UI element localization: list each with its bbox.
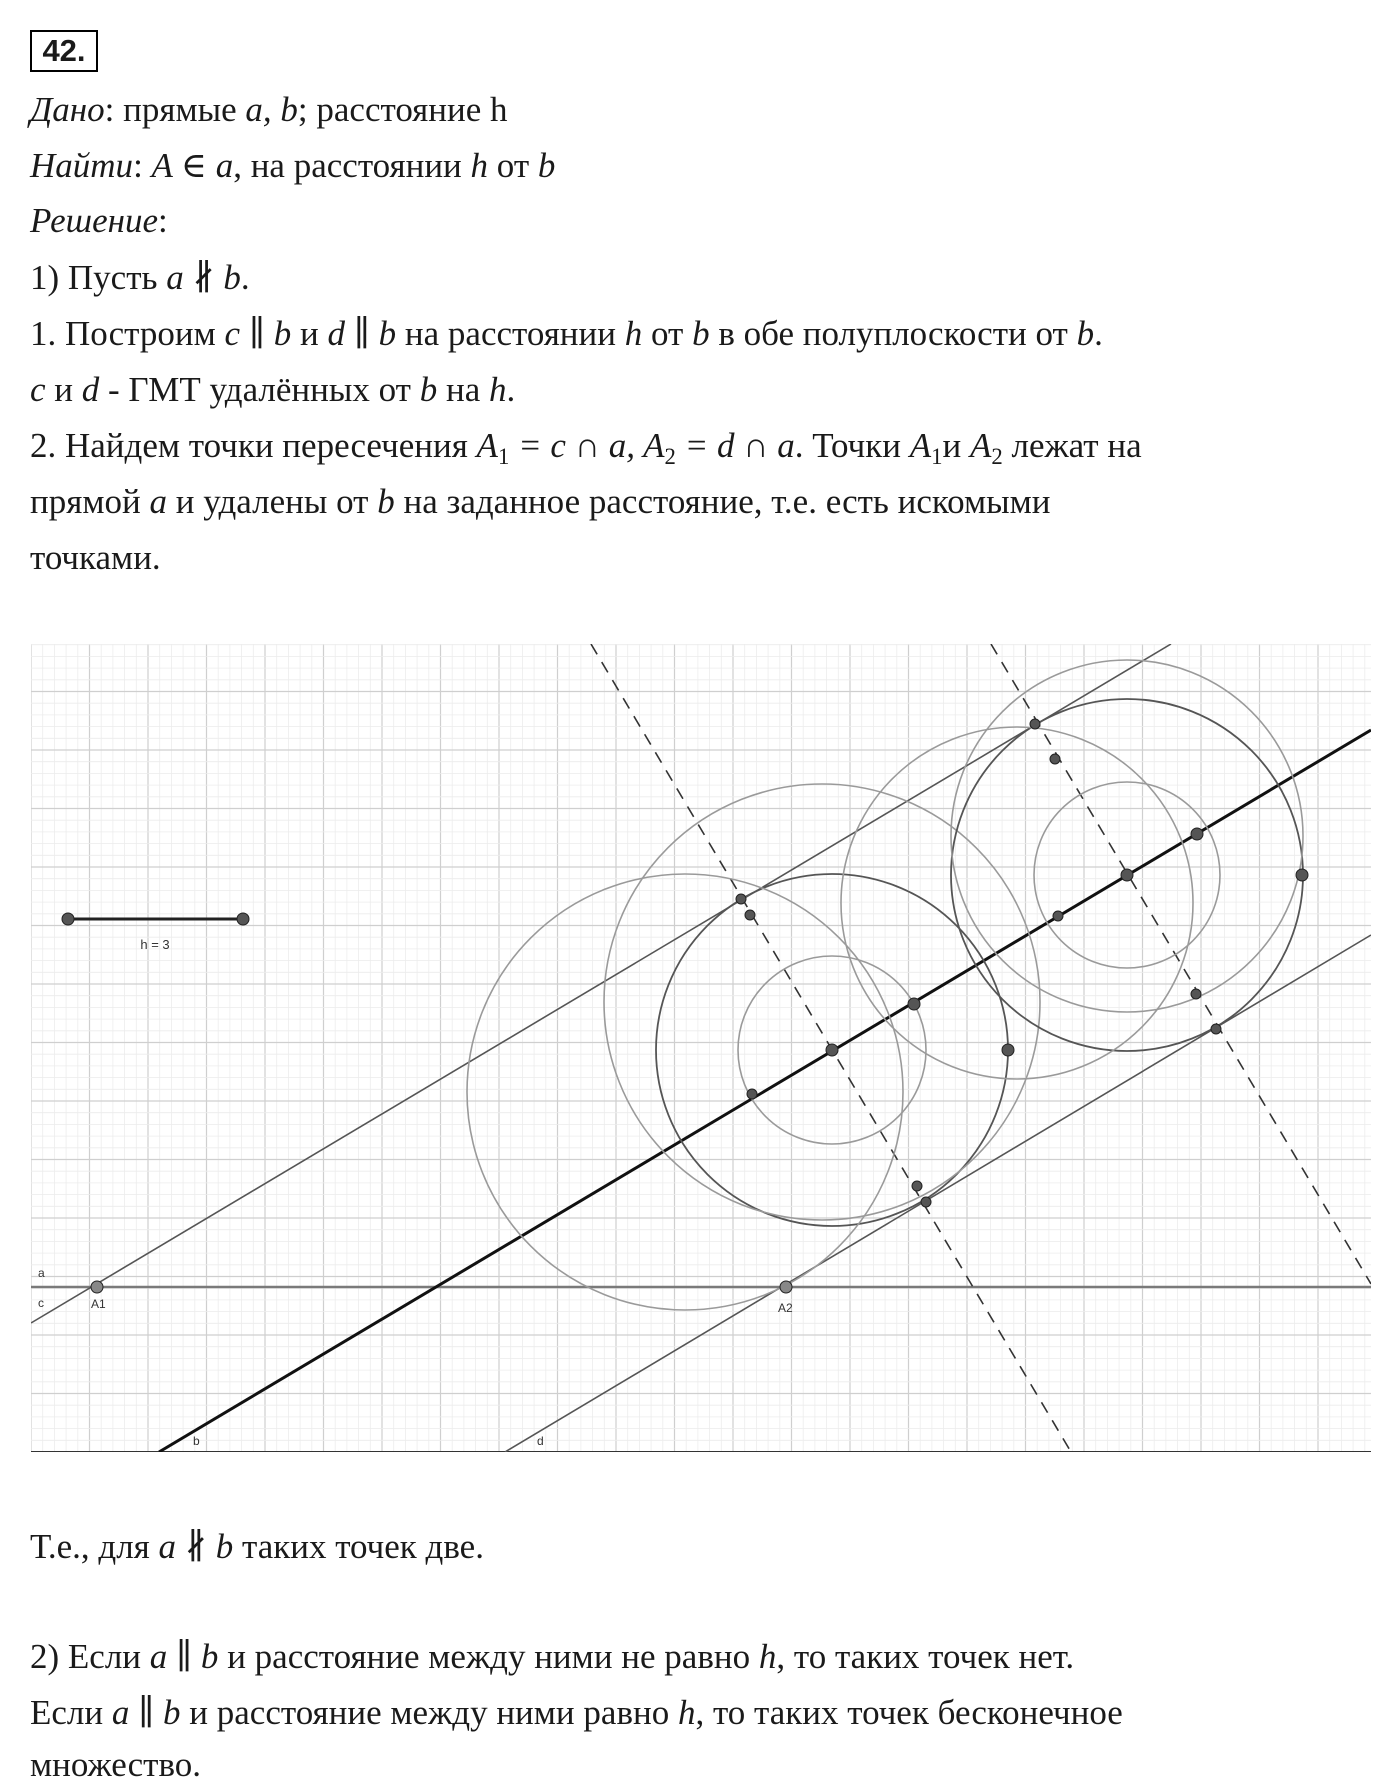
gmt-and: и bbox=[45, 370, 82, 409]
step2-A1: A bbox=[476, 426, 498, 465]
h-segment-start-point bbox=[62, 913, 74, 925]
step2-A3: A bbox=[909, 426, 932, 465]
gmt-c: c bbox=[30, 370, 46, 409]
circle-1-large bbox=[467, 874, 903, 1310]
find-text: : bbox=[133, 146, 152, 185]
point bbox=[1121, 869, 1133, 881]
case2-l1-pre: 2) Если bbox=[30, 1637, 150, 1676]
step2-text2: . Точки bbox=[794, 426, 910, 465]
solution-colon: : bbox=[158, 201, 168, 240]
step2-text3: лежат на bbox=[1002, 426, 1142, 465]
label-A2: A2 bbox=[778, 1301, 793, 1315]
given-line bbox=[30, 90, 508, 130]
step2-text: 2. Найдем точки пересечения bbox=[30, 426, 477, 465]
step2-line1 bbox=[30, 426, 1142, 469]
point bbox=[1211, 1024, 1221, 1034]
step1-text3: от bbox=[642, 314, 693, 353]
step1-b3: b bbox=[692, 314, 710, 353]
case2-line1 bbox=[30, 1637, 1074, 1677]
given-label: Дано bbox=[30, 90, 105, 129]
gmt-end: . bbox=[506, 370, 516, 409]
gmt-text2: на bbox=[437, 370, 489, 409]
step2-l2-text: прямой bbox=[30, 482, 150, 521]
point bbox=[908, 998, 920, 1010]
step2-sub2: 2 bbox=[664, 443, 676, 469]
step1-b2: b bbox=[378, 314, 397, 353]
step2-sub1: 1 bbox=[497, 443, 510, 469]
case1-heading bbox=[30, 258, 250, 298]
case1-end: . bbox=[240, 258, 250, 297]
step1-end: . bbox=[1094, 314, 1103, 353]
step1-b1: b bbox=[273, 314, 292, 353]
step1-text4: в обе полуплоскости от bbox=[709, 314, 1077, 353]
label-line-d: d bbox=[537, 1434, 544, 1448]
point bbox=[736, 894, 746, 904]
label-A1: A1 bbox=[91, 1297, 106, 1311]
given-text2: ; расстояние h bbox=[297, 90, 508, 129]
h-segment-label: h = 3 bbox=[140, 937, 170, 952]
find-line bbox=[30, 146, 555, 186]
case2-l2-expr: a ∥ b bbox=[111, 1693, 181, 1732]
grid bbox=[31, 644, 1371, 1452]
case2-line2 bbox=[30, 1693, 1123, 1733]
case2-l2-post: , то таких точек бесконечное bbox=[695, 1693, 1123, 1732]
conclusion-1-pre: Т.е., для bbox=[30, 1527, 159, 1566]
step2-eq2: = d ∩ a bbox=[675, 426, 795, 465]
point bbox=[912, 1181, 922, 1191]
case2-l1-post: , то таких точек нет. bbox=[776, 1637, 1075, 1676]
given-vars: a, b bbox=[245, 90, 298, 129]
step2-eq1: = c ∩ a, bbox=[509, 426, 644, 465]
point bbox=[826, 1044, 838, 1056]
point bbox=[1191, 989, 1201, 999]
step2-l2-text2: и удалены от bbox=[166, 482, 378, 521]
conclusion-1-post: таких точек две. bbox=[233, 1527, 484, 1566]
step1-text: 1. Построим bbox=[30, 314, 225, 353]
step1-c: c bbox=[224, 314, 241, 353]
label-line-b: b bbox=[193, 1434, 200, 1448]
label-line-a: a bbox=[38, 1266, 45, 1280]
step1-d: d bbox=[327, 314, 345, 353]
find-h: h bbox=[470, 146, 489, 185]
step2-l2-b: b bbox=[377, 482, 395, 521]
step2-l2-a: a bbox=[149, 482, 167, 521]
case2-l2-h: h bbox=[677, 1693, 696, 1732]
case2-l2-pre: Если bbox=[30, 1693, 112, 1732]
point bbox=[745, 910, 755, 920]
circle-2-large bbox=[951, 660, 1303, 1012]
find-text3: от bbox=[488, 146, 538, 185]
line-d bbox=[505, 935, 1371, 1452]
gmt-d: d bbox=[81, 370, 100, 409]
point-A2 bbox=[780, 1281, 792, 1293]
point bbox=[1191, 828, 1203, 840]
geometry-figure bbox=[31, 644, 1371, 1452]
find-text2: , на расстоянии bbox=[233, 146, 471, 185]
step2-l2-text3: на заданное расстояние, т.е. есть искомыми bbox=[394, 482, 1051, 521]
case2-l3: множество. bbox=[30, 1745, 202, 1784]
step1-text2: на расстоянии bbox=[396, 314, 625, 353]
given-text: : прямые bbox=[104, 90, 246, 129]
gmt-line bbox=[30, 370, 515, 410]
find-label: Найти bbox=[30, 146, 134, 185]
step2-sub4: 2 bbox=[991, 443, 1003, 469]
case2-l2-mid: и расстояние между ними равно bbox=[180, 1693, 678, 1732]
point bbox=[747, 1089, 757, 1099]
gmt-h: h bbox=[488, 370, 507, 409]
step2-and: и bbox=[942, 426, 970, 465]
step1-par1: ∥ bbox=[240, 314, 274, 353]
step1-and: и bbox=[291, 314, 328, 353]
step2-A4: A bbox=[969, 426, 992, 465]
step2-line2 bbox=[30, 482, 1051, 522]
point bbox=[1296, 869, 1308, 881]
gmt-b: b bbox=[419, 370, 438, 409]
find-b: b bbox=[537, 146, 556, 185]
label-line-c: c bbox=[38, 1296, 44, 1310]
point bbox=[1050, 754, 1060, 764]
case2-l1-expr: a ∥ b bbox=[149, 1637, 219, 1676]
construction-points bbox=[736, 719, 1308, 1207]
point bbox=[1030, 719, 1040, 729]
step1-b4: b bbox=[1076, 314, 1095, 353]
point-A1 bbox=[91, 1281, 103, 1293]
solution-heading bbox=[30, 201, 168, 241]
point bbox=[1053, 911, 1063, 921]
step2-l3-text: точками. bbox=[30, 538, 161, 577]
case1-text: 1) Пусть bbox=[30, 258, 167, 297]
point bbox=[1002, 1044, 1014, 1056]
problem-number: 42. bbox=[30, 30, 98, 72]
h-segment-end-point bbox=[237, 913, 249, 925]
step2-sub3: 1 bbox=[931, 443, 943, 469]
find-expr: A ∈ a bbox=[151, 146, 234, 185]
case2-l1-h: h bbox=[758, 1637, 777, 1676]
case1-expr: a ∦ b bbox=[166, 258, 241, 297]
case2-l1-mid: и расстояние между ними не равно bbox=[218, 1637, 759, 1676]
point bbox=[921, 1197, 931, 1207]
step2-A2: A bbox=[643, 426, 665, 465]
solution-label: Решение bbox=[30, 201, 159, 240]
dashed-perpendicular-2 bbox=[991, 644, 1371, 1284]
step2-line3 bbox=[30, 538, 161, 578]
conclusion-1-expr: a ∦ b bbox=[158, 1527, 234, 1566]
conclusion-1 bbox=[30, 1527, 484, 1567]
step1-h: h bbox=[624, 314, 643, 353]
step1-par2: ∥ bbox=[345, 314, 379, 353]
step1-line bbox=[30, 314, 1103, 354]
gmt-text: - ГМТ удалённых от bbox=[99, 370, 420, 409]
case2-line3 bbox=[30, 1745, 201, 1785]
